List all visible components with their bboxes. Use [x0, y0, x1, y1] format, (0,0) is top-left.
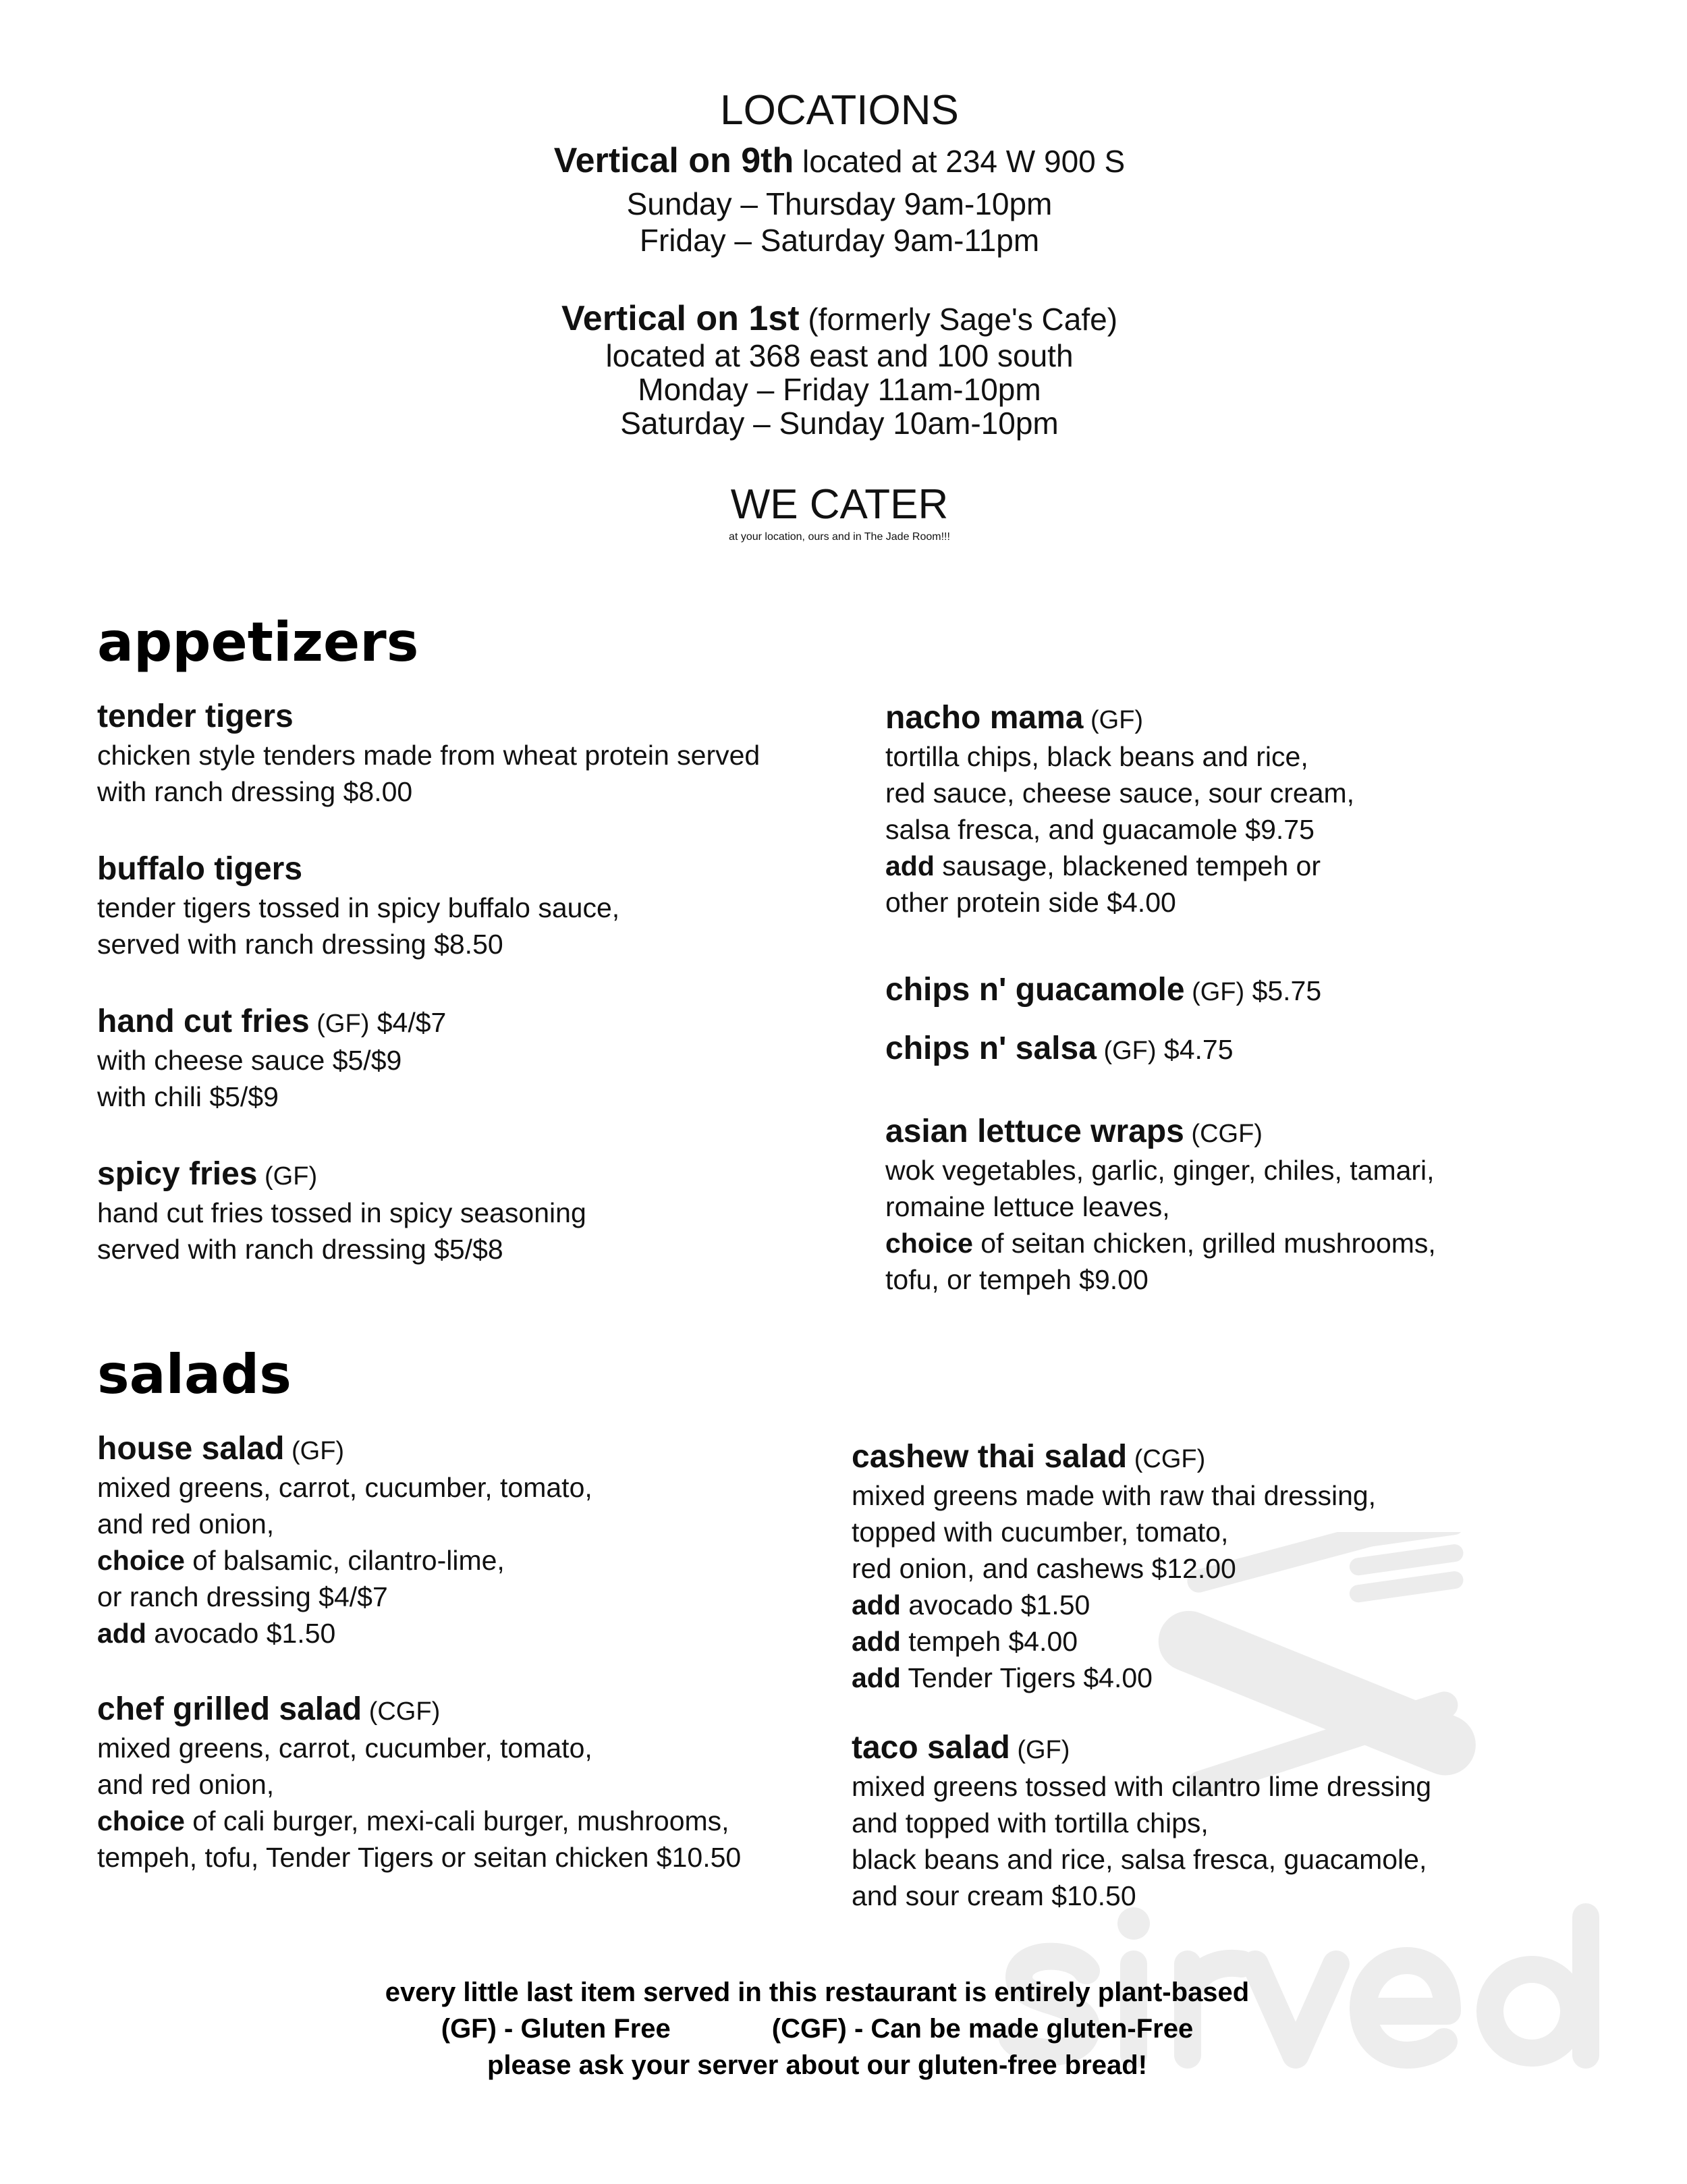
menu-item-cashew-thai-salad	[852, 1439, 1376, 1696]
description-text: hand cut fries tossed in spicy seasoning	[97, 1197, 586, 1228]
description-text: and red onion,	[97, 1508, 275, 1539]
item-description-line	[97, 1839, 741, 1876]
item-price: $4/$7	[369, 1007, 447, 1038]
item-name: chips n' guacamole	[885, 972, 1185, 1008]
footer-plant-based: every little last item served in this restaurant is entirely plant-based	[385, 1977, 1250, 2007]
item-name: buffalo tigers	[97, 851, 303, 887]
description-text: avocado $1.50	[900, 1589, 1090, 1620]
item-description-line	[852, 1477, 1376, 1514]
description-text: served with ranch dressing $8.50	[97, 929, 503, 960]
item-name: hand cut fries	[97, 1004, 310, 1039]
item-description-line	[852, 1841, 1431, 1878]
description-text: tempeh $4.00	[900, 1626, 1078, 1657]
item-description-line	[885, 738, 1354, 775]
item-description-line	[852, 1805, 1431, 1841]
item-description-line	[97, 1079, 446, 1115]
option-keyword: choice	[97, 1545, 185, 1576]
menu-item-spicy-fries	[97, 1156, 586, 1267]
menu-item-asian-lettuce-wraps	[885, 1114, 1436, 1298]
description-text: red onion, and cashews $12.00	[852, 1553, 1236, 1584]
item-description-line	[885, 884, 1354, 921]
description-text: tempeh, tofu, Tender Tigers or seitan chicken $10.50	[97, 1842, 742, 1873]
item-description-line	[97, 1469, 592, 1506]
description-text: salsa fresca, and guacamole $9.75	[885, 814, 1315, 845]
item-heading	[852, 1439, 1376, 1477]
section-appetizers: appetizers	[97, 611, 419, 674]
item-description-line	[97, 1231, 586, 1267]
option-keyword: choice	[97, 1805, 185, 1836]
option-keyword: add	[885, 850, 935, 881]
item-description-line	[852, 1768, 1431, 1805]
description-text: or ranch dressing $4/$7	[97, 1581, 388, 1612]
menu-item-chips-guacamole	[885, 972, 1321, 1010]
item-description-line	[97, 1195, 586, 1231]
description-text: topped with cucumber, tomato,	[852, 1517, 1229, 1548]
option-keyword: add	[97, 1618, 146, 1649]
description-text: other protein side $4.00	[885, 887, 1176, 918]
description-text: of cali burger, mexi-cali burger, mushrooms,	[184, 1805, 729, 1836]
item-description-line	[97, 1506, 592, 1542]
item-description-line	[885, 775, 1354, 811]
menu-item-hand-cut-fries	[97, 1004, 446, 1115]
section-salads: salads	[97, 1343, 292, 1406]
location-2-hours-2: Saturday – Sunday 10am-10pm	[620, 406, 1059, 441]
item-description-line	[885, 848, 1354, 884]
menu-item-taco-salad	[852, 1730, 1431, 1914]
item-heading	[97, 851, 619, 890]
legend-cgf: (CGF) - Can be made gluten-Free	[771, 2014, 1194, 2044]
item-heading	[97, 1691, 741, 1730]
cater-text: at your location, ours and in The Jade Room!!!	[729, 531, 950, 543]
item-description-line	[97, 890, 619, 926]
location-2-address: located at 368 east and 100 south	[605, 338, 1074, 373]
description-text: chicken style tenders made from wheat protein served	[97, 740, 760, 771]
item-tag: (GF)	[1010, 1736, 1070, 1764]
description-text: and topped with tortilla chips,	[852, 1807, 1209, 1838]
description-text: of balsamic, cilantro-lime,	[184, 1545, 505, 1576]
item-description-line	[852, 1623, 1376, 1660]
description-text: tender tigers tossed in spicy buffalo sauce,	[97, 892, 620, 923]
description-text: tortilla chips, black beans and rice,	[885, 741, 1308, 772]
location-1-heading: Vertical on 9th located at 234 W 900 S	[553, 141, 1126, 180]
item-tag: (GF)	[1096, 1037, 1157, 1065]
item-heading	[885, 1031, 1234, 1069]
option-keyword: choice	[885, 1228, 973, 1259]
item-name: cashew thai salad	[852, 1439, 1128, 1475]
item-description-line	[852, 1660, 1376, 1696]
item-heading	[885, 972, 1321, 1010]
item-heading	[97, 1004, 446, 1042]
item-name: nacho mama	[885, 700, 1084, 736]
item-tag: (GF)	[257, 1162, 318, 1191]
description-text: and red onion,	[97, 1769, 275, 1800]
menu-item-buffalo-tigers	[97, 851, 619, 962]
location-1-hours-2: Friday – Saturday 9am-11pm	[639, 223, 1040, 258]
description-text: with cheese sauce $5/$9	[97, 1045, 402, 1076]
description-text: mixed greens made with raw thai dressing,	[852, 1480, 1377, 1511]
description-text: tofu, or tempeh $9.00	[885, 1264, 1149, 1295]
item-description-line	[97, 1042, 446, 1079]
item-heading	[852, 1730, 1431, 1768]
item-description-line	[885, 811, 1354, 848]
item-description-line	[852, 1514, 1376, 1550]
item-name: taco salad	[852, 1730, 1010, 1766]
description-text: avocado $1.50	[146, 1618, 336, 1649]
location-2-heading: Vertical on 1st (formerly Sage's Cafe)	[561, 299, 1118, 338]
description-text: Tender Tigers $4.00	[900, 1662, 1153, 1693]
description-text: black beans and rice, salsa fresca, guacamole,	[852, 1844, 1427, 1875]
item-description-line	[885, 1152, 1436, 1189]
item-heading	[97, 1431, 592, 1469]
location-2-hours-1: Monday – Friday 11am-10pm	[638, 372, 1041, 407]
description-text: wok vegetables, garlic, ginger, chiles, tamari,	[885, 1155, 1435, 1186]
item-name: tender tigers	[97, 699, 294, 734]
item-description-line	[97, 1615, 592, 1651]
item-description-line	[885, 1189, 1436, 1225]
item-heading	[885, 700, 1354, 738]
description-text: served with ranch dressing $5/$8	[97, 1234, 503, 1265]
description-text: mixed greens, carrot, cucumber, tomato,	[97, 1472, 592, 1503]
menu-item-tender-tigers	[97, 699, 760, 810]
item-price: $4.75	[1156, 1034, 1234, 1065]
description-text: of seitan chicken, grilled mushrooms,	[972, 1228, 1436, 1259]
description-text: with ranch dressing $8.00	[97, 776, 413, 807]
item-tag: (GF)	[284, 1437, 345, 1465]
item-name: chips n' salsa	[885, 1031, 1097, 1066]
item-tag: (CGF)	[1127, 1445, 1206, 1473]
item-heading	[885, 1114, 1436, 1152]
item-description-line	[97, 926, 619, 962]
item-description-line	[852, 1550, 1376, 1587]
item-description-line	[97, 1730, 741, 1766]
item-description-line	[852, 1587, 1376, 1623]
menu-item-chips-salsa	[885, 1031, 1234, 1069]
description-text: red sauce, cheese sauce, sour cream,	[885, 777, 1355, 809]
cater-title: WE CATER	[730, 481, 949, 528]
item-heading	[97, 1156, 586, 1195]
menu-item-nacho-mama	[885, 700, 1354, 921]
item-tag: (CGF)	[362, 1697, 441, 1726]
menu-item-chef-grilled-salad	[97, 1691, 741, 1876]
item-price: $5.75	[1244, 975, 1322, 1006]
description-text: romaine lettuce leaves,	[885, 1191, 1170, 1222]
item-description-line	[97, 773, 760, 810]
item-description-line	[97, 1766, 741, 1803]
item-description-line	[97, 737, 760, 773]
item-description-line	[885, 1225, 1436, 1261]
description-text: mixed greens, carrot, cucumber, tomato,	[97, 1732, 592, 1764]
option-keyword: add	[852, 1589, 901, 1620]
description-text: mixed greens tossed with cilantro lime dressing	[852, 1771, 1432, 1802]
footer-legend	[0, 2011, 1634, 2047]
item-heading	[97, 699, 760, 737]
item-description-line	[852, 1878, 1431, 1914]
option-keyword: add	[852, 1626, 901, 1657]
item-description-line	[885, 1261, 1436, 1298]
locations-title: LOCATIONS	[720, 87, 959, 134]
option-keyword: add	[852, 1662, 901, 1693]
item-name: asian lettuce wraps	[885, 1114, 1184, 1149]
menu-item-house-salad	[97, 1431, 592, 1651]
description-text: and sour cream $10.50	[852, 1880, 1136, 1911]
item-tag: (GF)	[309, 1010, 370, 1038]
footer-bread-note: please ask your server about our gluten-free bread!	[487, 2050, 1148, 2080]
item-description-line	[97, 1542, 592, 1579]
item-tag: (GF)	[1083, 706, 1144, 734]
item-tag: (CGF)	[1184, 1120, 1263, 1148]
location-1-hours-1: Sunday – Thursday 9am-10pm	[626, 186, 1053, 221]
item-tag: (GF)	[1184, 978, 1245, 1006]
item-name: chef grilled salad	[97, 1691, 362, 1727]
description-text: sausage, blackened tempeh or	[934, 850, 1321, 881]
item-name: house salad	[97, 1431, 285, 1467]
item-name: spicy fries	[97, 1156, 258, 1192]
description-text: with chili $5/$9	[97, 1081, 279, 1112]
legend-gf: (GF) - Gluten Free	[441, 2014, 671, 2044]
item-description-line	[97, 1579, 592, 1615]
item-description-line	[97, 1803, 741, 1839]
